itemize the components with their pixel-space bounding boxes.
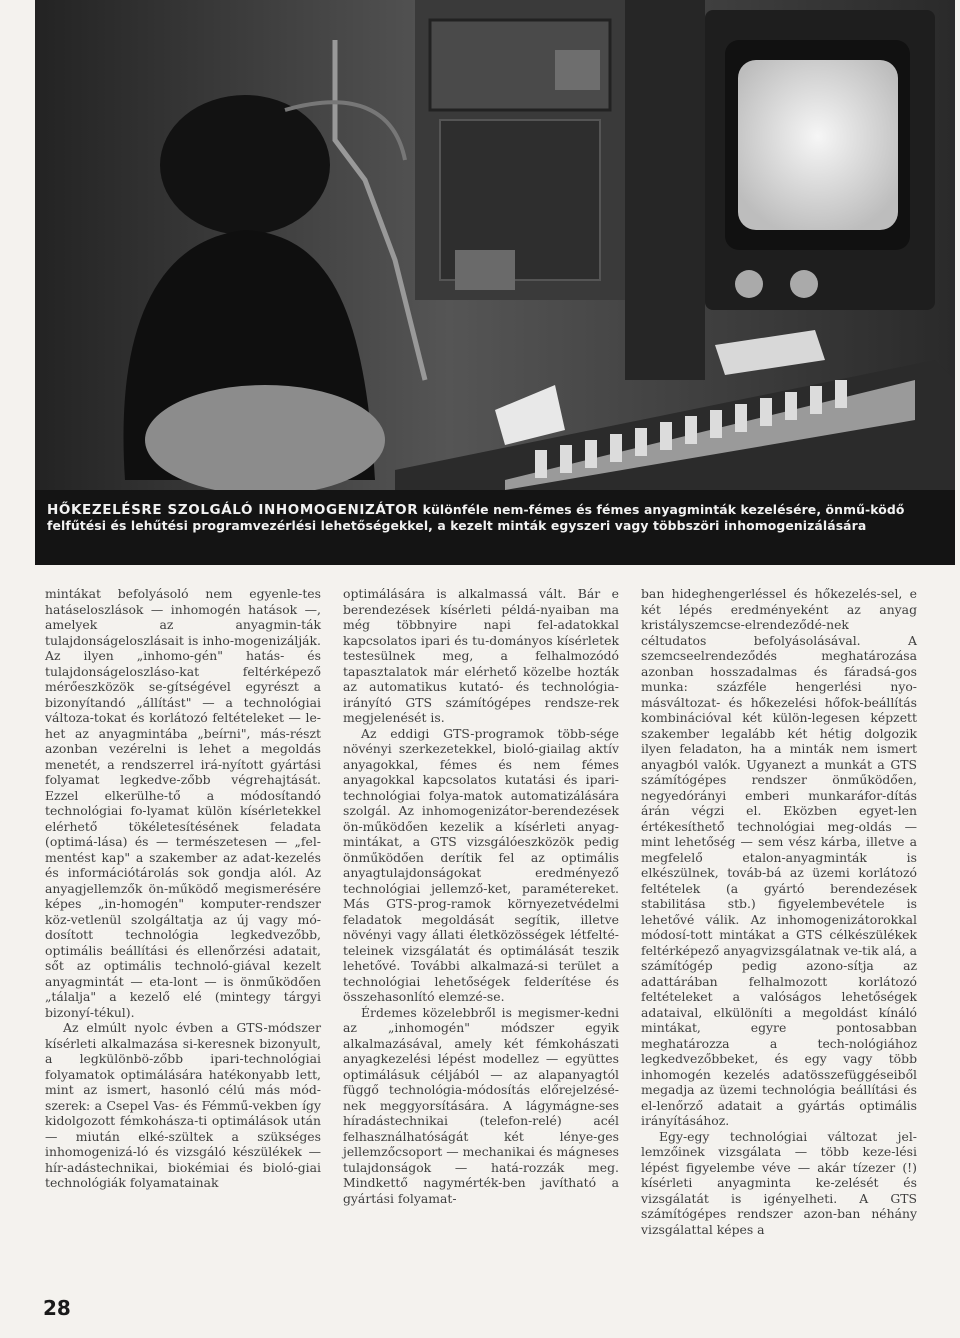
photo-caption <box>47 502 937 534</box>
text-column-3 <box>641 586 917 1237</box>
photo-block <box>35 0 955 565</box>
caption-body: különféle nem-fémes és fémes anyagminták kezelésére, önmű-ködő felfűtési és lehűtési programvezérlési lehetőségekkel, a kezelt minták egyszeri vagy többszöri inhomogenizálására <box>47 502 905 533</box>
paragraph: Az eddigi GTS-programok több-sége növényi szerkezetekkel, bioló-giailag aktív anyagokkal, fémes és nem fémes anyagokkal kapcsolatos kutatási és ipari-technológiai folya-matok automatizálására szolgál. Az inhomogenizátor-berendezések ön-működően kezelik a kísérleti anyag-mintákat, a GTS vizsgálóeszközök pedig önműködően derítik fel az optimális anyagtulajdonságokat eredményező technológiai jellemző-ket, paramétereket. Más GTS-prog-ramok környezetvédelmi feladatok megoldását segítik, illetve növényi vagy állati életközösségek létfelté-teleinek vizsgálatát és optimálását teszik lehetővé. További alkalmazá-si terület a technológiai lehetőségek felderítése és összehasonlító elemzé-se. <box>343 725 619 1004</box>
laboratory-photo <box>35 0 955 490</box>
paragraph: mintákat befolyásoló nem egyenle-tes hatáseloszlások — inhomogén hatások —, amelyek az anyagmin-ták tulajdonságeloszlásait is inho-mogenizálják. Az ilyen „inhomo-gén" hatás- és tulajdonságeloszláso-kat feltérképező mérőeszközök se-gítségével egyrészt a bizonyítandó „állítást" — a technológiai változa-tokat és korlátozó feltételeket — le-het az anyagmintába „beírni", más-részt azonban vezérelni is lehet a megoldás menetét, a rendszerrel irá-nyított gyártási folyamat legkedve-zőbb végrehajtását. Ezzel elkerülhe-tő a módosítandó technológiai fo-lyamat külön kísérletekkel elérhető tökéletesítésének feladata (optimá-lása) és — természetesen — „fel-mentést kap" a szakember az adat-kezelés és információtárolás sok gondja alól. Az anyagjellemzők ön-működő megismerésére képes „in-homogén" komputer-rendszer köz-vetlenül szolgáltatja az új vagy mó-dosított technológia legkedvezőbb, optimális beállítási és ellenőrzési adatait, sőt az optimális technoló-giával kezelt anyagmintát — eta-lont — is önműködően „tálalja" a kezelő elé (mintegy tárgyi bizonyí-tékul). <box>45 586 321 1020</box>
paragraph: ban hideghengerléssel és hőkezelés-sel, e két lépés eredményeként az anyag kristályszemcse-elrendeződé-nek céltudatos befolyásolásával. A szemcseelrendeződés meghatározása azonban hosszadalmas és fáradsá-gos munka: százféle hengerlési nyo-másváltozat- és hőkezelési hőfok-beállítás kombinációval két külön-legesen képzett szakember legalább két hétig dolgozik ilyen feladaton, ha a minták nem ismert anyagból valók. Ugyanezt a munkát a GTS számítógépes rendszer önműködően, negyedórányi emberi munkaráfor-dítás árán végzi el. Eközben egyet-len értékesíthető technológiai meg-oldás — mint lehetőség — sem vész kárba, illetve a megfelelő etalon-anyagminták is elkészülnek, továb-bá az üzemi korlátozó feltételek (a gyártó berendezések stabilitása stb.) figyelembevétele is lehetővé válik. Az inhomogenizátorokkal módosí-tott mintákat a GTS célkészülékek feltérképező anyagvizsgálatnak ve-tik alá, a számítógép pedig azono-sítja az adattárában felhalmozott korlátozó feltételeket a valóságos lehetőségek adataival, elkülöníti a megoldást kínáló mintákat, egyre pontosabban meghatározza a tech-nológiához legkedvezőbbeket, és egy vagy több inhomogén kezelés adatösszefüggéseiből megadja az üzemi technológia beállítási és el-lenőrző adatait a gyártás optimális irányításához. <box>641 586 917 1128</box>
paragraph: Egy-egy technológiai változat jel-lemzőinek vizsgálata — több keze-lési lépést figyelembe véve — akár tízezer (!) kísérleti anyagminta ke-zelését és vizsgálatát is igényelheti. A GTS számítógépes rendszer azon-ban néhány vizsgálattal képes a <box>641 1128 917 1237</box>
paragraph: optimálására is alkalmassá vált. Bár e berendezések kísérleti példá-nyaiban ma még többnyire napi fel-adatokkal kapcsolatos ipari és tu-dományos kísérletek testesülnek meg, a felhalmozódó tapasztalatok már elérhető közelbe hozták az automatikus kutató- és technológia-irányító GTS számítógépes rendsze-rek megjelenését is. <box>343 586 619 725</box>
text-column-1 <box>45 586 321 1191</box>
caption-heading: HŐKEZELÉSRE SZOLGÁLÓ INHOMOGENIZÁTOR <box>47 502 419 518</box>
page-number: 28 <box>43 1296 71 1320</box>
text-column-2 <box>343 586 619 1206</box>
paragraph: Az elmúlt nyolc évben a GTS-módszer kísérleti alkalmazása si-keresnek bizonyult, a legkülönbö-zőbb ipari-technológiai folyamatok optimálására hatékonyabb lett, mint az ismert, hasonló célú más mód-szerek: a Csepel Vas- és Fémmű-vekben így kidolgozott fémkohásza-ti optimálások után — miután elké-szültek a szükséges inhomogenizá-ló és vizsgáló készülékek — hír-adástechnikai, biokémiai és bioló-giai technológiák folyamatainak <box>45 1020 321 1190</box>
caption-band <box>35 490 955 565</box>
paragraph: Érdemes közelebbről is megismer-kedni az „inhomogén" módszer egyik alkalmazásával, amely két fémkohászati anyagkezelési lépést modellez — együttes optimálásuk céljából — az alapanyagtól függő technológia-módosítás előrejelzésé-nek meggyorsítására. A lágymágne-ses híradástechnikai (telefon-relé) acél felhasználhatóságát két lénye-ges jellemzőcsoport — mechanikai és mágneses tulajdonságok — hatá-rozzák meg. Mindkettő nagymérték-ben javítható a gyártási folyamat- <box>343 1004 619 1206</box>
